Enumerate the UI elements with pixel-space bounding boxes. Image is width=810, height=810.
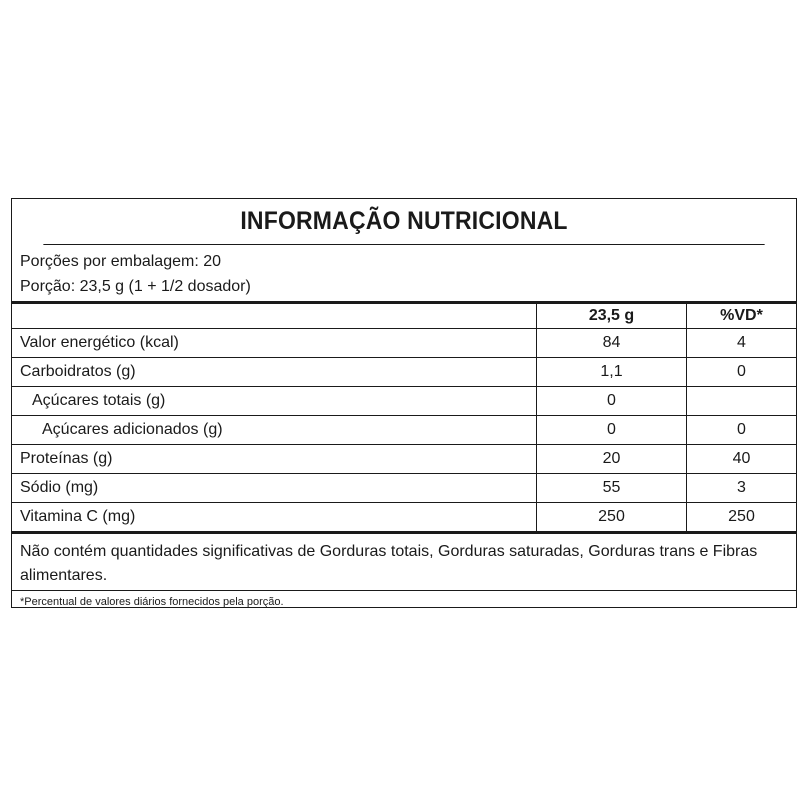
nutrient-name: Sódio (mg): [12, 474, 537, 503]
nutrient-vd: 0: [687, 358, 797, 387]
vd-footnote: *Percentual de valores diários fornecidos pela porção.: [20, 596, 284, 608]
nutrient-name: Proteínas (g): [12, 445, 537, 474]
header-cell-vd: %VD*: [687, 304, 797, 329]
nutrient-vd: 4: [687, 329, 797, 358]
nutrient-name: Carboidratos (g): [12, 358, 537, 387]
nutrient-amount: 250: [537, 503, 687, 533]
table-row: [12, 387, 796, 416]
nutrient-amount: 84: [537, 329, 687, 358]
nutrient-amount: 1,1: [537, 358, 687, 387]
panel-title: INFORMAÇÃO NUTRICIONAL: [43, 199, 764, 245]
nutrition-table: [12, 304, 796, 534]
nutrient-amount: 20: [537, 445, 687, 474]
portions-per-package: Porções por embalagem: 20: [20, 253, 221, 270]
nutrient-name: Vitamina C (mg): [12, 503, 537, 533]
nutrition-facts-panel: [11, 198, 797, 608]
nutrient-vd: 40: [687, 445, 797, 474]
table-row: [12, 503, 796, 533]
nutrient-name: Valor energético (kcal): [12, 329, 537, 358]
table-row: [12, 445, 796, 474]
non-significant-note: Não contém quantidades significativas de Gorduras totais, Gorduras saturadas, Gorduras trans e Fibras alimentares.: [12, 534, 796, 591]
nutrient-name: Açúcares totais (g): [12, 387, 537, 416]
table-row: [12, 358, 796, 387]
nutrient-amount: 0: [537, 416, 687, 445]
nutrient-vd: [687, 387, 797, 416]
portion-size: Porção: 23,5 g (1 + 1/2 dosador): [20, 278, 251, 295]
nutrient-name: Açúcares adicionados (g): [12, 416, 537, 445]
nutrient-amount: 0: [537, 387, 687, 416]
nutrient-vd: 250: [687, 503, 797, 533]
nutrient-amount: 55: [537, 474, 687, 503]
table-row: [12, 416, 796, 445]
header-cell-nutrient: [12, 304, 537, 329]
table-row: [12, 329, 796, 358]
table-header-row: [12, 304, 796, 329]
nutrient-vd: 3: [687, 474, 797, 503]
nutrient-vd: 0: [687, 416, 797, 445]
table-row: [12, 474, 796, 503]
header-cell-amount: 23,5 g: [537, 304, 687, 329]
portion-info: [12, 245, 796, 304]
